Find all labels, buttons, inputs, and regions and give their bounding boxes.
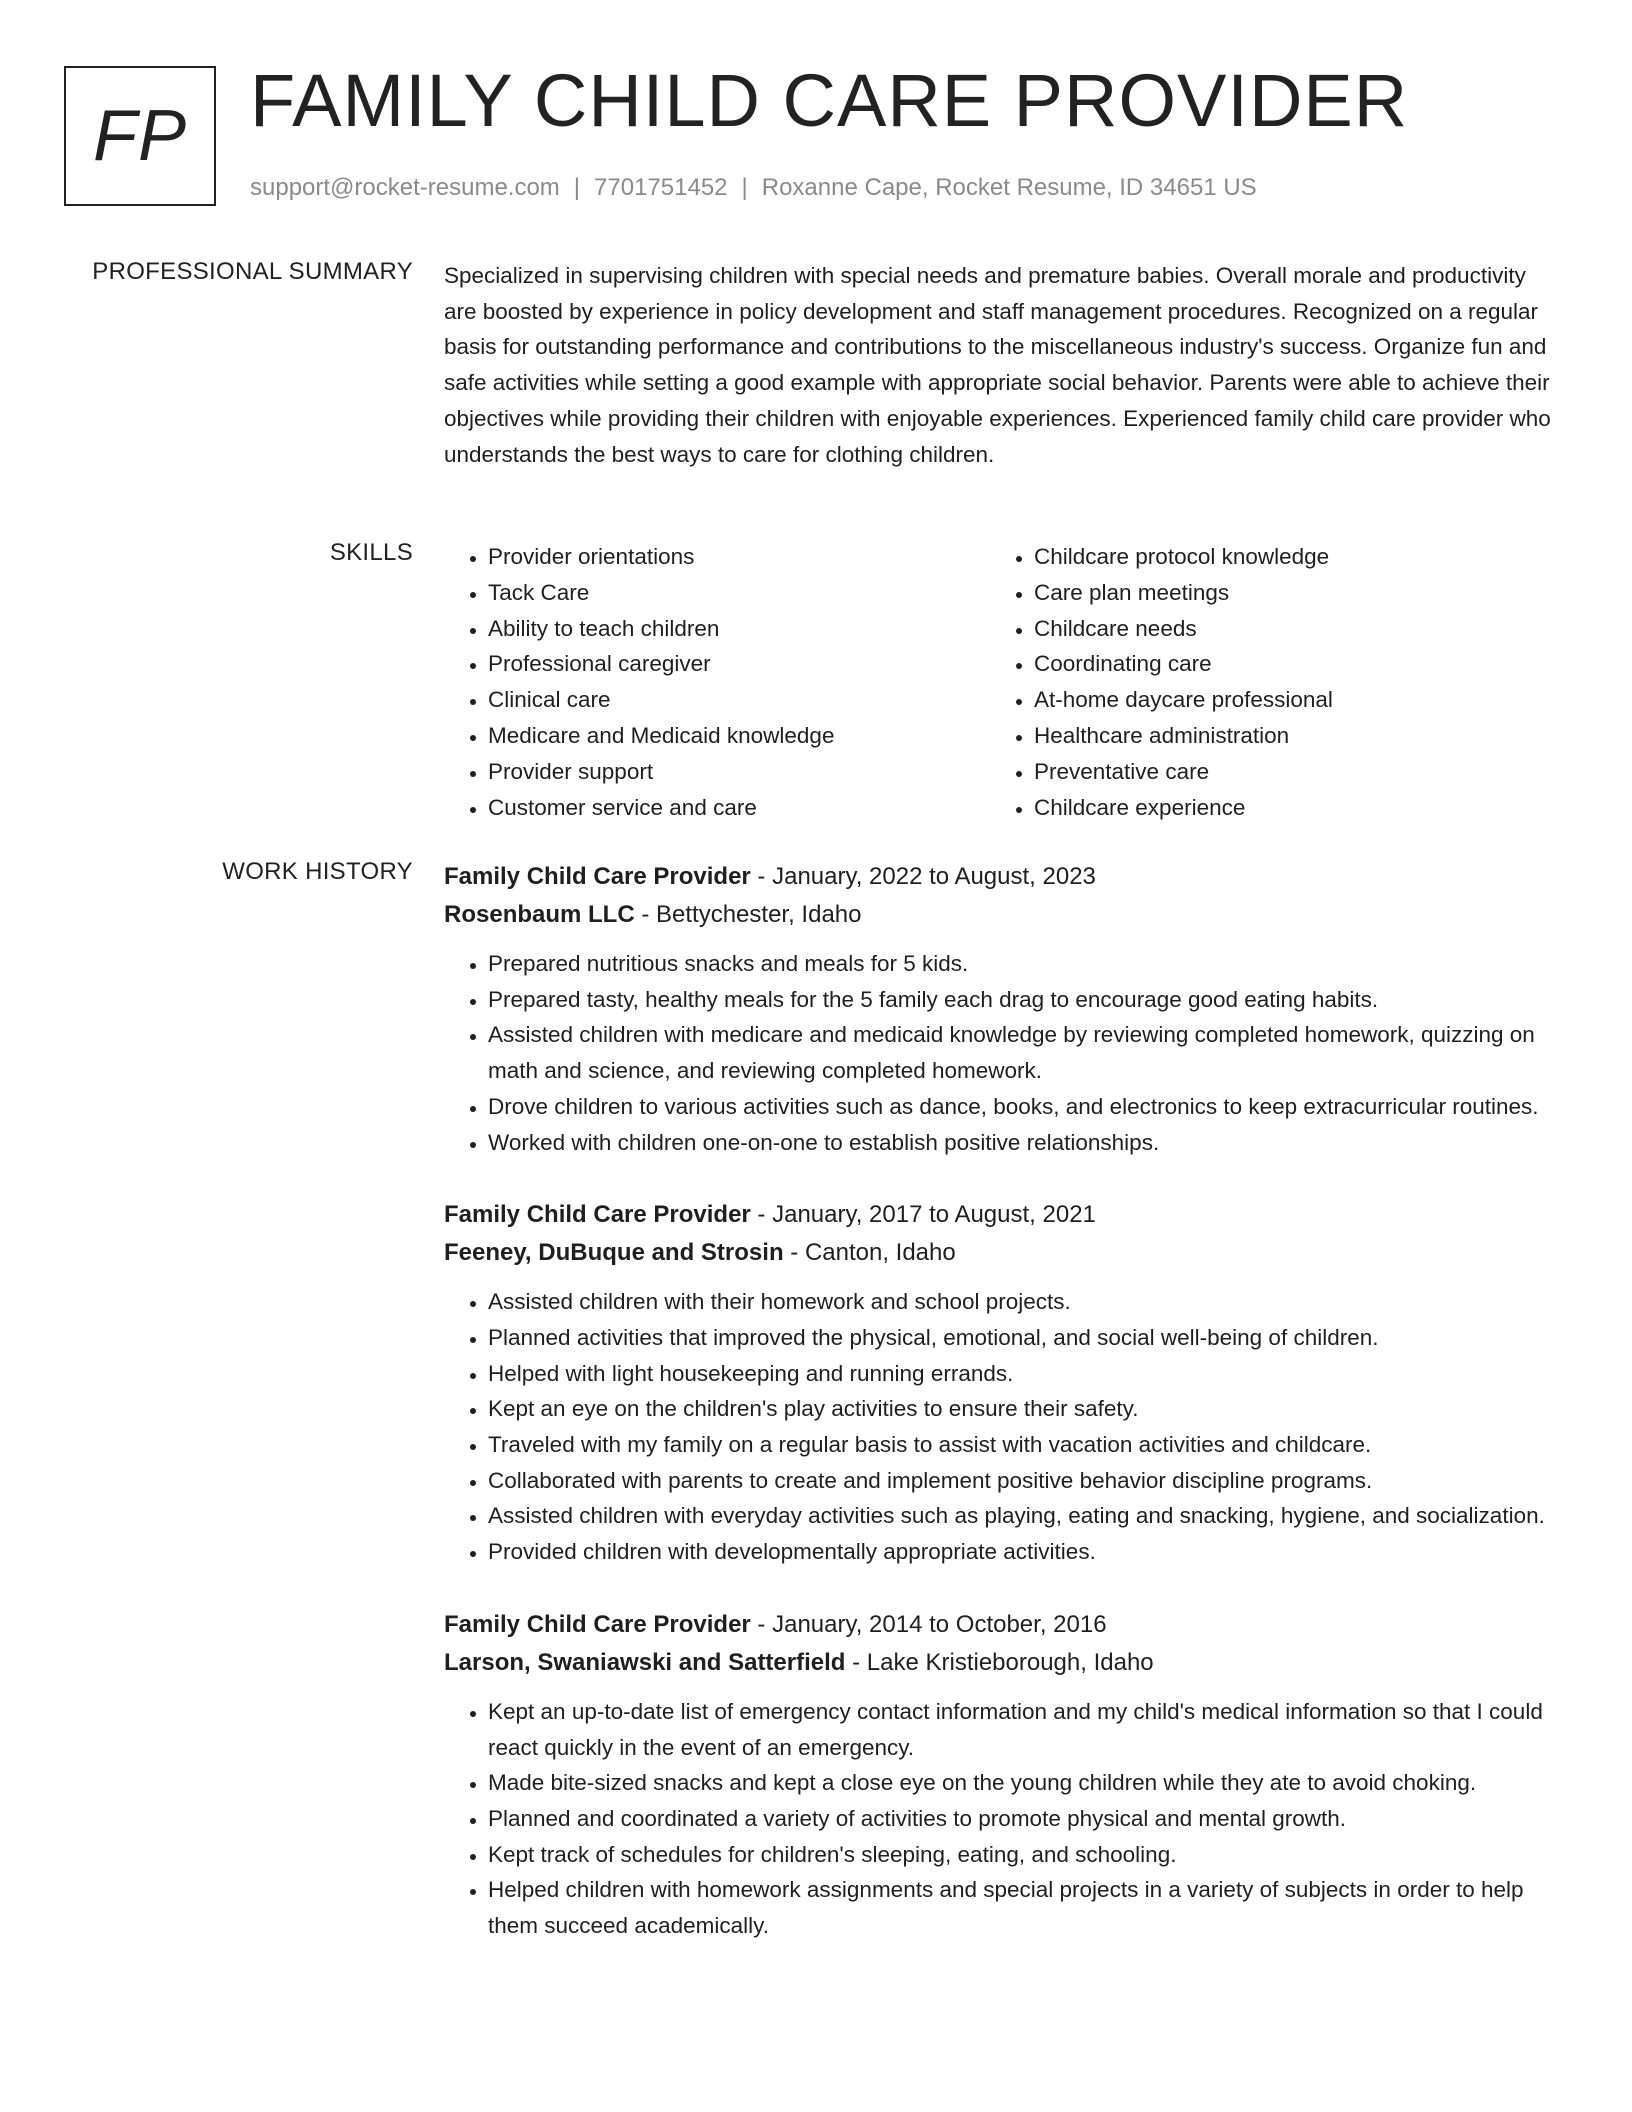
job-bullet: • Planned and coordinated a variety of activities to promote physical and mental growth. xyxy=(488,1801,1554,1837)
job-entry xyxy=(444,1606,1554,1944)
contact-email[interactable]: support@rocket-resume.com xyxy=(250,174,560,201)
job-bullet: • Traveled with my family on a regular basis to assist with vacation activities and childcare. xyxy=(488,1427,1554,1463)
job-bullet: • Assisted children with everyday activities such as playing, eating and snacking, hygiene, and socialization. xyxy=(488,1498,1554,1534)
contact-phone[interactable]: 7701751452 xyxy=(594,174,728,201)
job-dates: - January, 2014 to October, 2016 xyxy=(750,1610,1107,1638)
job-company: Feeney, DuBuque and Strosin xyxy=(444,1239,784,1267)
job-bullet: • Assisted children with medicare and medicaid knowledge by reviewing completed homework, quizzing on math and science, and reviewing completed homework. xyxy=(488,1017,1554,1088)
job-bullet: • Prepared tasty, healthy meals for the 5 family each drag to encourage good eating habits. xyxy=(488,982,1554,1018)
work-history-body xyxy=(444,858,1554,1980)
contact-separator: | xyxy=(741,174,748,201)
job-bullet: • Helped with light housekeeping and running errands. xyxy=(488,1356,1554,1392)
job-location: - Canton, Idaho xyxy=(783,1239,956,1267)
job-title-line xyxy=(444,1606,1554,1644)
section-label-summary: PROFESSIONAL SUMMARY xyxy=(92,258,413,285)
skill-item: • Professional caregiver xyxy=(488,646,990,682)
job-bullet: • Collaborated with parents to create and implement positive behavior discipline programs. xyxy=(488,1463,1554,1499)
job-entry xyxy=(444,858,1554,1160)
job-bullet: • Made bite-sized snacks and kept a close eye on the young children while they ate to avoid choking. xyxy=(488,1765,1554,1801)
job-bullet-list xyxy=(444,1284,1554,1570)
section-label-skills: SKILLS xyxy=(329,539,413,566)
skill-item: • Childcare protocol knowledge xyxy=(1034,539,1536,575)
job-bullet: • Planned activities that improved the physical, emotional, and social well-being of children. xyxy=(488,1320,1554,1356)
job-bullet: • Drove children to various activities such as dance, books, and electronics to keep extracurricular routines. xyxy=(488,1089,1554,1125)
contact-separator: | xyxy=(573,174,581,201)
section-label-work-history: WORK HISTORY xyxy=(222,858,413,885)
job-location: - Bettychester, Idaho xyxy=(634,901,862,928)
skill-item: • Provider support xyxy=(488,754,990,790)
skill-item: • Clinical care xyxy=(488,682,990,718)
job-company: Rosenbaum LLC xyxy=(444,901,635,928)
skill-item: • Healthcare administration xyxy=(1034,718,1536,754)
skill-item: • At-home daycare professional xyxy=(1034,682,1536,718)
skill-item: • Customer service and care xyxy=(488,790,990,826)
skill-item: • Ability to teach children xyxy=(488,611,990,647)
skills-column-left xyxy=(444,539,990,825)
job-location: - Lake Kristieborough, Idaho xyxy=(845,1648,1154,1676)
skill-item: • Care plan meetings xyxy=(1034,575,1536,611)
job-title: Family Child Care Provider xyxy=(444,1201,751,1229)
job-dates: - January, 2017 to August, 2021 xyxy=(750,1201,1096,1229)
skills-body xyxy=(444,539,1554,825)
summary-text: Specialized in supervising children with special needs and premature babies. Overall morale and productivity are boosted by experience in policy development and staff management procedures. Recognized on a regular basis for outstanding performance and contributions to the miscellaneous industry's success. Organize fun and safe activities while setting a good example with appropriate social behavior. Parents were able to achieve their objectives while providing their children with enjoyable experiences. Experienced family child care provider who understands the best ways to care for clothing children. xyxy=(444,263,1551,467)
job-title: Family Child Care Provider xyxy=(444,1610,751,1638)
job-dates: - January, 2022 to August, 2023 xyxy=(750,863,1096,890)
skill-item: • Coordinating care xyxy=(1034,646,1536,682)
job-company: Larson, Swaniawski and Satterfield xyxy=(444,1648,846,1676)
contact-address: Roxanne Cape, Rocket Resume, ID 34651 US xyxy=(761,174,1257,201)
job-bullet: • Kept an eye on the children's play activities to ensure their safety. xyxy=(488,1391,1554,1427)
summary-body xyxy=(444,258,1554,472)
skill-item: • Medicare and Medicaid knowledge xyxy=(488,718,990,754)
job-company-line xyxy=(444,1234,1554,1272)
job-bullet: • Kept an up-to-date list of emergency contact information and my child's medical information so that I could react quickly in the event of an emergency. xyxy=(488,1694,1554,1765)
job-company-line xyxy=(444,896,1554,934)
job-title-line xyxy=(444,858,1554,896)
skill-item: • Childcare experience xyxy=(1034,790,1536,826)
job-bullet: • Kept track of schedules for children's sleeping, eating, and schooling. xyxy=(488,1837,1554,1873)
job-title: Family Child Care Provider xyxy=(444,863,751,890)
resume-title: FAMILY CHILD CARE PROVIDER xyxy=(250,59,1409,142)
skills-grid xyxy=(444,539,1554,825)
job-company-line xyxy=(444,1644,1554,1682)
job-bullet: • Assisted children with their homework and school projects. xyxy=(488,1284,1554,1320)
job-bullet-list xyxy=(444,946,1554,1160)
job-bullet: • Worked with children one-on-one to establish positive relationships. xyxy=(488,1125,1554,1161)
skills-column-right xyxy=(990,539,1536,825)
job-entry xyxy=(444,1196,1554,1570)
contact-line xyxy=(250,174,1257,202)
skill-item: • Provider orientations xyxy=(488,539,990,575)
monogram: FP xyxy=(64,66,216,206)
job-title-line xyxy=(444,1196,1554,1234)
job-bullet: • Prepared nutritious snacks and meals for 5 kids. xyxy=(488,946,1554,982)
job-bullet-list xyxy=(444,1694,1554,1944)
skill-item: • Preventative care xyxy=(1034,754,1536,790)
job-bullet: • Helped children with homework assignments and special projects in a variety of subjects in order to help them succeed academically. xyxy=(488,1872,1554,1943)
job-bullet: • Provided children with developmentally appropriate activities. xyxy=(488,1534,1554,1570)
skill-item: • Childcare needs xyxy=(1034,611,1536,647)
skill-item: • Tack Care xyxy=(488,575,990,611)
